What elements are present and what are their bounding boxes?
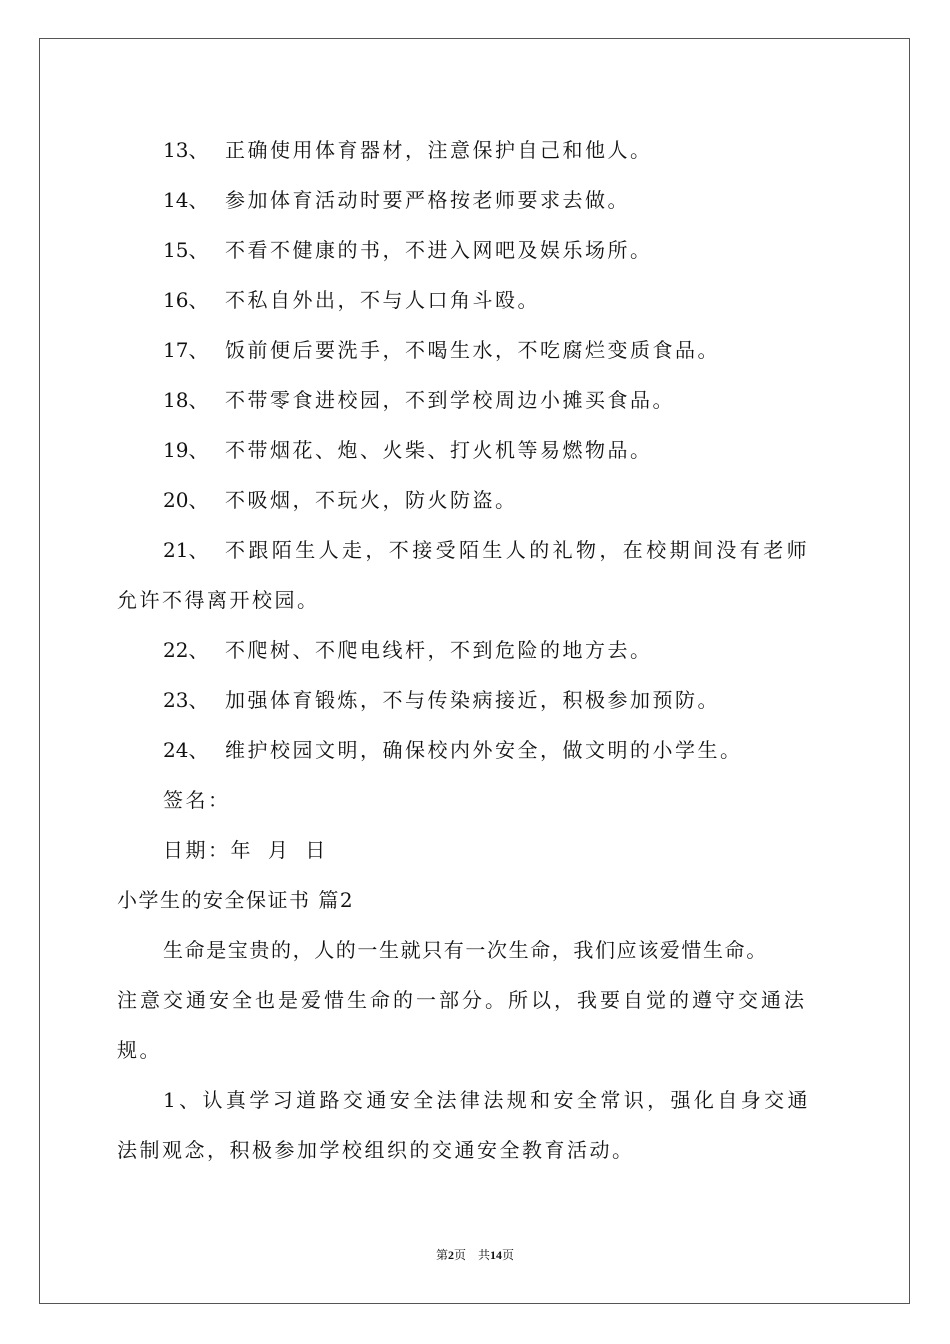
list-item: 22、 不爬树、不爬电线杆，不到危险的地方去。	[163, 638, 653, 662]
list-item: 19、 不带烟花、炮、火柴、打火机等易燃物品。	[163, 438, 653, 462]
date-line: 日期：年 月 日	[163, 838, 328, 862]
list-item: 24、 维护校园文明，确保校内外安全，做文明的小学生。	[163, 738, 743, 762]
paragraph-line: 注意交通安全也是爱惜生命的一部分。所以，我要自觉的遵守交通法	[117, 988, 807, 1012]
list-item: 16、 不私自外出，不与人口角斗殴。	[163, 288, 540, 312]
paragraph-line: 法制观念，积极参加学校组织的交通安全教育活动。	[117, 1138, 635, 1162]
list-item: 18、 不带零食进校园，不到学校周边小摊买食品。	[163, 388, 675, 412]
page-footer: 第2页 共14页	[435, 1248, 515, 1262]
paragraph-line: 规。	[117, 1038, 162, 1062]
page-border	[39, 38, 910, 1304]
list-item: 20、 不吸烟，不玩火，防火防盗。	[163, 488, 518, 512]
section-title: 小学生的安全保证书 篇2	[117, 888, 355, 912]
signature-line: 签名：	[163, 788, 231, 812]
list-item: 21、 不跟陌生人走，不接受陌生人的礼物，在校期间没有老师	[163, 538, 810, 562]
list-item-continuation: 允许不得离开校园。	[117, 588, 320, 612]
paragraph-line: 生命是宝贵的，人的一生就只有一次生命，我们应该爱惜生命。	[163, 938, 768, 962]
list-item: 23、 加强体育锻炼，不与传染病接近，积极参加预防。	[163, 688, 720, 712]
list-item: 17、 饭前便后要洗手，不喝生水，不吃腐烂变质食品。	[163, 338, 720, 362]
paragraph-line: 1、认真学习道路交通安全法律法规和安全常识，强化自身交通	[163, 1088, 811, 1112]
list-item: 13、 正确使用体育器材，注意保护自己和他人。	[163, 138, 653, 162]
list-item: 14、 参加体育活动时要严格按老师要求去做。	[163, 188, 630, 212]
list-item: 15、 不看不健康的书，不进入网吧及娱乐场所。	[163, 238, 653, 262]
